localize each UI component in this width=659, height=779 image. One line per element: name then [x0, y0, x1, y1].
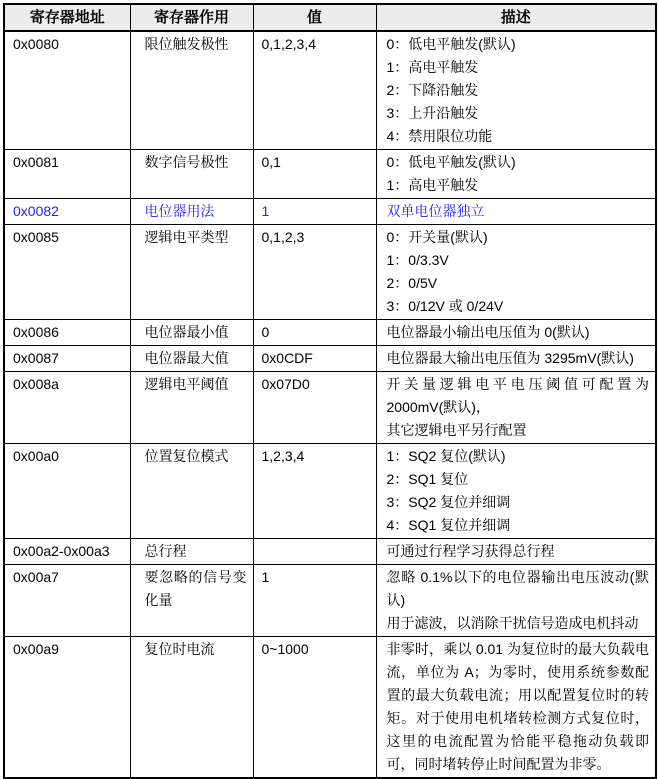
cell-address: 0x0081 — [4, 150, 130, 199]
cell-value: 0x07D0 — [253, 372, 376, 444]
description-line: 2：下降沿触发 — [386, 82, 479, 98]
cell-function: 逻辑电平阈值 — [130, 372, 253, 444]
cell-function: 数字信号极性 — [130, 150, 253, 199]
cell-function: 电位器用法 — [130, 199, 253, 225]
cell-value: 0,1,2,3 — [253, 225, 376, 320]
table-row-0x00a0 — [4, 444, 656, 539]
table-row-0x008a — [4, 372, 656, 444]
description-line: 1：高电平触发 — [386, 59, 479, 75]
cell-description — [376, 637, 656, 779]
description-line: 3：上升沿触发 — [386, 105, 479, 121]
table-header-row — [4, 4, 656, 31]
cell-address: 0x0082 — [4, 199, 130, 225]
cell-function: 位置复位模式 — [130, 444, 253, 539]
cell-description — [376, 31, 656, 150]
cell-value: 0 — [253, 320, 376, 346]
cell-address: 0x0086 — [4, 320, 130, 346]
cell-address: 0x00a0 — [4, 444, 130, 539]
description-line: 双单电位器独立 — [386, 203, 485, 219]
description-line: 0：开关量(默认) — [386, 229, 488, 245]
cell-value: 0x0CDF — [253, 346, 376, 372]
cell-value: 0~1000 — [253, 637, 376, 779]
cell-value: 1,2,3,4 — [253, 444, 376, 539]
description-line: 用于滤波，以消除干扰信号造成电机抖动 — [386, 615, 639, 631]
description-line: 其它逻辑电平另行配置 — [386, 422, 527, 438]
cell-description — [376, 565, 656, 637]
cell-address: 0x00a2-0x00a3 — [4, 539, 130, 565]
cell-function: 要忽略的信号变化量 — [130, 565, 253, 637]
cell-value: 0,1 — [253, 150, 376, 199]
cell-description — [376, 225, 656, 320]
description-line: 电位器最小输出电压值为 0(默认) — [386, 324, 590, 340]
cell-function: 逻辑电平类型 — [130, 225, 253, 320]
table-row-0x0080 — [4, 31, 656, 150]
cell-address: 0x0085 — [4, 225, 130, 320]
column-header-description: 描述 — [376, 4, 656, 31]
cell-value — [253, 539, 376, 565]
description-line: 4：SQ1 复位并细调 — [386, 517, 511, 533]
cell-address: 0x00a9 — [4, 637, 130, 779]
cell-function: 总行程 — [130, 539, 253, 565]
description-line: 0：低电平触发(默认) — [386, 36, 516, 52]
table-row-0x0082 — [4, 199, 656, 225]
description-line: 2：0/5V — [386, 275, 438, 291]
cell-function: 电位器最大值 — [130, 346, 253, 372]
description-line: 0：低电平触发(默认) — [386, 154, 516, 170]
cell-description — [376, 150, 656, 199]
description-line: 非零时，乘以 0.01 为复位时的最大负载电流，单位为 A；为零时，使用系统参数配置的最大负载电流；用以配置复位时的转矩。对于使用电机堵转检测方式复位时，这里的电流配置为恰能平稳拖动负载即可，同时堵转停止时间配置为非零。 — [386, 641, 649, 772]
cell-description — [376, 199, 656, 225]
description-line: 1：0/3.3V — [386, 252, 449, 268]
cell-description — [376, 372, 656, 444]
table-row-0x0087 — [4, 346, 656, 372]
description-line: 可通过行程学习获得总行程 — [386, 543, 555, 559]
column-header-address: 寄存器地址 — [4, 4, 130, 31]
description-line: 1：SQ2 复位(默认) — [386, 448, 506, 464]
description-line: 开关量逻辑电平电压阈值可配置为 2000mV(默认)， — [386, 376, 649, 415]
cell-function: 电位器最小值 — [130, 320, 253, 346]
cell-address: 0x0080 — [4, 31, 130, 150]
table-row-0x00a2-0x00a3 — [4, 539, 656, 565]
column-header-function: 寄存器作用 — [130, 4, 253, 31]
description-line: 1：高电平触发 — [386, 177, 479, 193]
description-line: 2：SQ1 复位 — [386, 471, 469, 487]
table-body — [4, 31, 656, 778]
description-line: 忽略 0.1%以下的电位器输出电压波动(默认) — [386, 569, 649, 608]
cell-description — [376, 346, 656, 372]
table-row-0x0085 — [4, 225, 656, 320]
cell-description — [376, 444, 656, 539]
cell-address: 0x0087 — [4, 346, 130, 372]
description-line: 3：SQ2 复位并细调 — [386, 494, 511, 510]
table-row-0x0081 — [4, 150, 656, 199]
table-row-0x00a7 — [4, 565, 656, 637]
description-line: 3：0/12V 或 0/24V — [386, 298, 504, 314]
description-line: 电位器最大输出电压值为 3295mV(默认) — [386, 350, 634, 366]
register-table — [3, 3, 657, 779]
cell-description — [376, 539, 656, 565]
cell-value: 1 — [253, 565, 376, 637]
cell-description — [376, 320, 656, 346]
cell-function: 限位触发极性 — [130, 31, 253, 150]
column-header-value: 值 — [253, 4, 376, 31]
cell-value: 1 — [253, 199, 376, 225]
table-row-0x0086 — [4, 320, 656, 346]
cell-address: 0x008a — [4, 372, 130, 444]
description-line: 4：禁用限位功能 — [386, 128, 493, 144]
table-row-0x00a9 — [4, 637, 656, 779]
cell-value: 0,1,2,3,4 — [253, 31, 376, 150]
cell-address: 0x00a7 — [4, 565, 130, 637]
cell-function: 复位时电流 — [130, 637, 253, 779]
